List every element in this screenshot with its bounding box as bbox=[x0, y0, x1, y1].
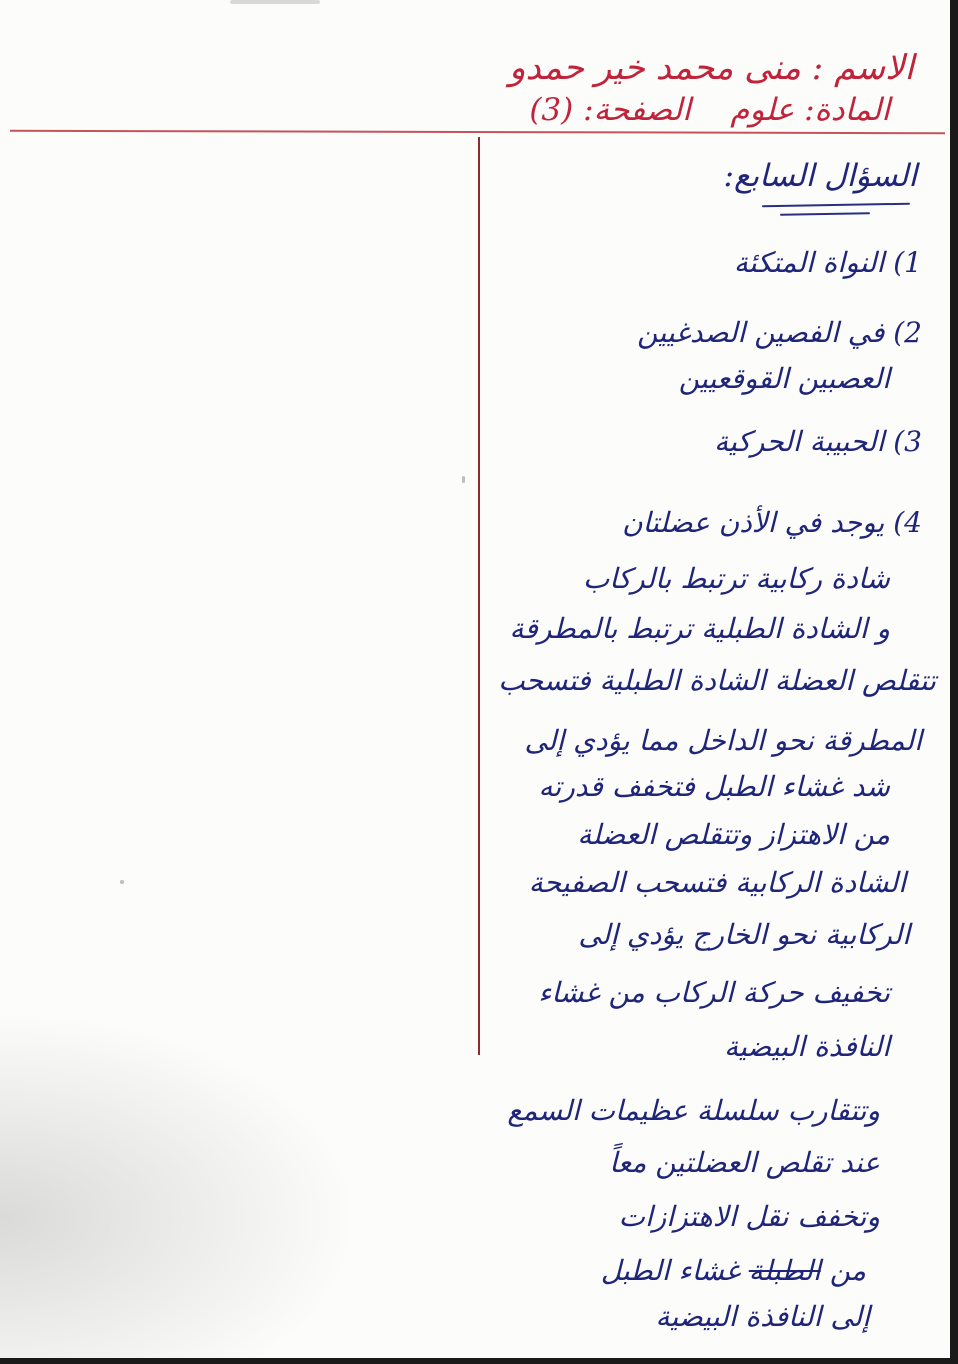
answer-4-line: الركابية نحو الخارج يؤدي إلى bbox=[578, 918, 910, 951]
title-underline bbox=[780, 212, 870, 216]
answer-4-line: وتخفف نقل الاهتزازات bbox=[618, 1200, 880, 1233]
student-name-line bbox=[509, 48, 914, 88]
struck-prefix: من bbox=[829, 1254, 866, 1287]
header-rule bbox=[10, 130, 945, 134]
answer-4-line: شد غشاء الطبل فتخفف قدرته bbox=[538, 770, 890, 803]
subject-value: علوم bbox=[730, 92, 795, 128]
answer-4-line: 4) يوجد في الأذن عضلتان bbox=[622, 506, 922, 539]
subject-line bbox=[529, 92, 890, 128]
answer-4-line: تتقلص العضلة الشادة الطبلية فتسحب bbox=[498, 664, 936, 697]
answer-4-line: من الاهتزاز وتتقلص العضلة bbox=[577, 818, 890, 851]
answer-2-line-2: العصبين القوقعيين bbox=[678, 362, 890, 395]
answer-4-line: شادة ركابية ترتبط بالركاب bbox=[582, 562, 890, 595]
answer-4-line: عند تقلص العضلتين معاً bbox=[609, 1146, 880, 1179]
answer-4-line: تخفيف حركة الركاب من غشاء bbox=[538, 976, 890, 1009]
paper-smudge bbox=[230, 0, 320, 4]
paper-speck bbox=[120, 880, 124, 884]
answer-4-line: و الشادة الطبلية ترتبط بالمطرقة bbox=[509, 612, 890, 645]
paper-shadow bbox=[0, 1010, 360, 1358]
answer-4-line: الشادة الركابية فتسحب الصفيحة bbox=[528, 866, 906, 899]
subject-label: المادة: bbox=[804, 92, 890, 128]
answer-4-line: وتتقارب سلسلة عظيمات السمع bbox=[507, 1094, 880, 1127]
paper-speck bbox=[462, 476, 465, 483]
answer-4-line: المطرقة نحو الداخل مما يؤدي إلى bbox=[524, 724, 922, 757]
answer-1: 1) النواة المتكئة bbox=[733, 246, 922, 279]
column-divider bbox=[478, 137, 480, 1055]
struck-word: الطبلة bbox=[748, 1254, 821, 1287]
answer-4-line: النافذة البيضية bbox=[724, 1030, 890, 1063]
name-label: الاسم bbox=[834, 48, 914, 88]
answer-4-last-line: إلى النافذة البيضية bbox=[655, 1300, 870, 1333]
question-title: السؤال السابع: bbox=[723, 158, 917, 194]
answer-2-line-1: 2) في الفصين الصدغيين bbox=[637, 316, 922, 349]
after-strike: غشاء الطبل bbox=[600, 1254, 740, 1287]
page-label: الصفحة: bbox=[583, 92, 691, 128]
title-underline bbox=[762, 203, 910, 208]
answer-3: 3) الحبيبة الحركية bbox=[714, 425, 922, 458]
name-value: : منى محمد خير حمدو bbox=[509, 48, 824, 88]
page-number: (3) bbox=[529, 92, 574, 128]
answer-4-struck-line bbox=[601, 1254, 866, 1287]
